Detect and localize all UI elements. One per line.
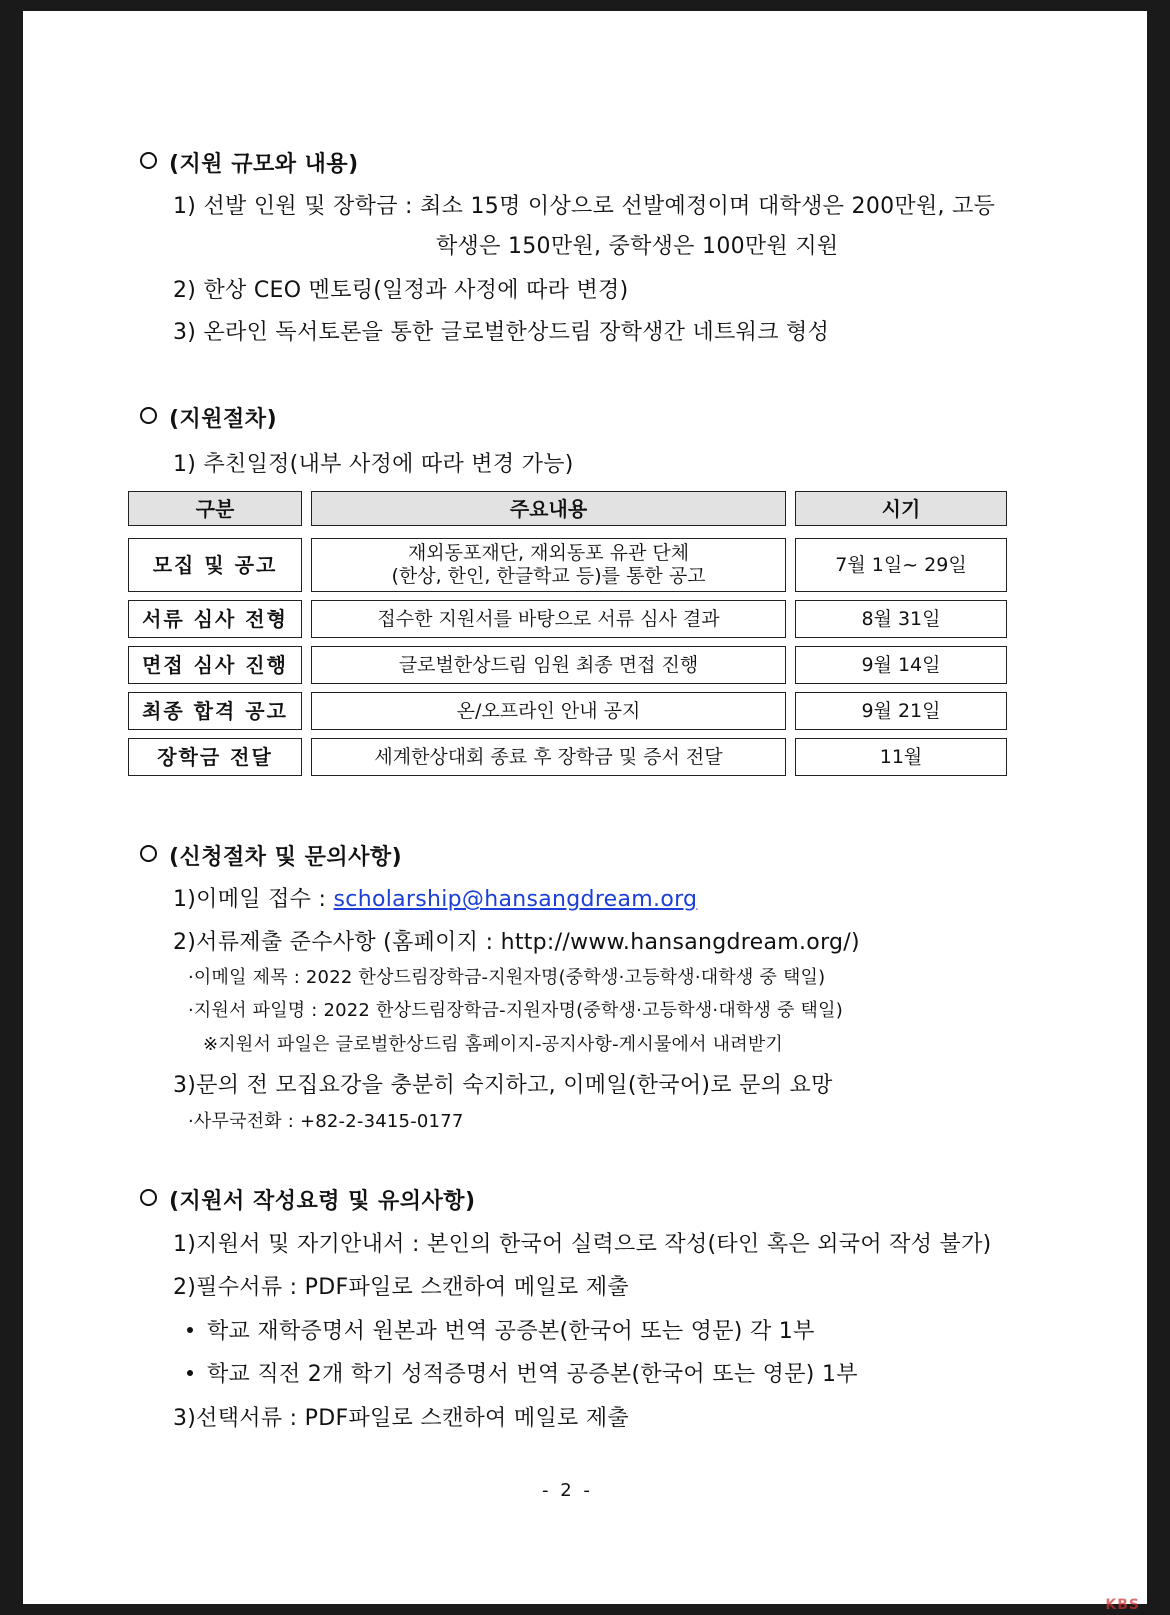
broadcaster-watermark: KBS (1105, 1597, 1140, 1613)
table-header-content: 주요내용 (311, 491, 786, 526)
table-row-period: 8월 31일 (795, 600, 1007, 638)
support-item-3: 3) 온라인 독서토론을 통한 글로벌한상드림 장학생간 네트워크 형성 (173, 320, 830, 345)
circle-bullet-icon (140, 407, 157, 424)
application-item-2-email-subject: ·이메일 제목 : 2022 한상드림장학금-지원자명(중학생·고등학생·대학생 중 택일) (188, 967, 826, 988)
table-row-category: 장학금 전달 (128, 738, 302, 776)
section-title-application: (신청절차 및 문의사항) (140, 840, 402, 871)
required-doc-bullet: 학교 직전 2개 학기 성적증명서 번역 공증본(한국어 또는 영문) 1부 (187, 1357, 858, 1388)
application-item-3: 3)문의 전 모집요강을 충분히 숙지하고, 이메일(한국어)로 문의 요망 (173, 1073, 833, 1098)
circle-bullet-icon (140, 1189, 157, 1206)
document-page (23, 11, 1147, 1604)
support-item-1: 1) 선발 인원 및 장학금 : 최소 15명 이상으로 선발예정이며 대학생은 200만원, 고등 (173, 194, 996, 219)
table-row-period: 11월 (795, 738, 1007, 776)
procedure-schedule-subtitle: 1) 추친일정(내부 사정에 따라 변경 가능) (173, 452, 574, 477)
application-item-1: 1)이메일 접수 : scholarship@hansangdream.org (173, 887, 698, 912)
table-row-category: 서류 심사 전형 (128, 600, 302, 638)
application-item-2-file-name: ·지원서 파일명 : 2022 한상드림장학금-지원자명(중학생·고등학생·대학생 중 택일) (188, 1000, 843, 1021)
table-row-content: 글로벌한상드림 임원 최종 면접 진행 (311, 646, 786, 684)
writing-item-2: 2)필수서류 : PDF파일로 스캔하여 메일로 제출 (173, 1275, 629, 1300)
table-row-category: 최종 합격 공고 (128, 692, 302, 730)
support-item-2: 2) 한상 CEO 멘토링(일정과 사정에 따라 변경) (173, 278, 629, 303)
support-item-1-continued: 학생은 150만원, 중학생은 100만원 지원 (436, 234, 839, 259)
page-number: - 2 - (542, 1480, 593, 1501)
table-row-content: 온/오프라인 안내 공지 (311, 692, 786, 730)
application-item-3-phone: ·사무국전화 : +82-2-3415-0177 (188, 1111, 464, 1132)
table-row-category: 면접 심사 진행 (128, 646, 302, 684)
table-row-period: 7월 1일~ 29일 (795, 538, 1007, 592)
table-row-content: 접수한 지원서를 바탕으로 서류 심사 결과 (311, 600, 786, 638)
section-title-support-scale: (지원 규모와 내용) (140, 147, 359, 178)
application-item-2: 2)서류제출 준수사항 (홈페이지 : http://www.hansangdream.org/) (173, 930, 860, 955)
table-row-category: 모집 및 공고 (128, 538, 302, 592)
bullet-dot-icon (187, 1370, 193, 1376)
table-row-content: 재외동포재단, 재외동포 유관 단체 (한상, 한인, 한글학교 등)를 통한 공고 (311, 538, 786, 592)
writing-item-3: 3)선택서류 : PDF파일로 스캔하여 메일로 제출 (173, 1406, 629, 1431)
email-link[interactable]: scholarship@hansangdream.org (333, 887, 698, 912)
application-item-2-note: ※지원서 파일은 글로벌한상드림 홈페이지-공지사항-게시물에서 내려받기 (203, 1034, 783, 1055)
table-header-category: 구분 (128, 491, 302, 526)
table-header-period: 시기 (795, 491, 1007, 526)
circle-bullet-icon (140, 845, 157, 862)
table-row-period: 9월 21일 (795, 692, 1007, 730)
writing-item-1: 1)지원서 및 자기안내서 : 본인의 한국어 실력으로 작성(타인 혹은 외국어 작성 불가) (173, 1232, 992, 1257)
required-doc-bullet: 학교 재학증명서 원본과 번역 공증본(한국어 또는 영문) 각 1부 (187, 1314, 815, 1345)
bullet-dot-icon (187, 1327, 193, 1333)
section-title-procedure: (지원절차) (140, 402, 277, 433)
table-row-content: 세계한상대회 종료 후 장학금 및 증서 전달 (311, 738, 786, 776)
circle-bullet-icon (140, 152, 157, 169)
section-title-writing-guide: (지원서 작성요령 및 유의사항) (140, 1184, 476, 1215)
table-row-period: 9월 14일 (795, 646, 1007, 684)
